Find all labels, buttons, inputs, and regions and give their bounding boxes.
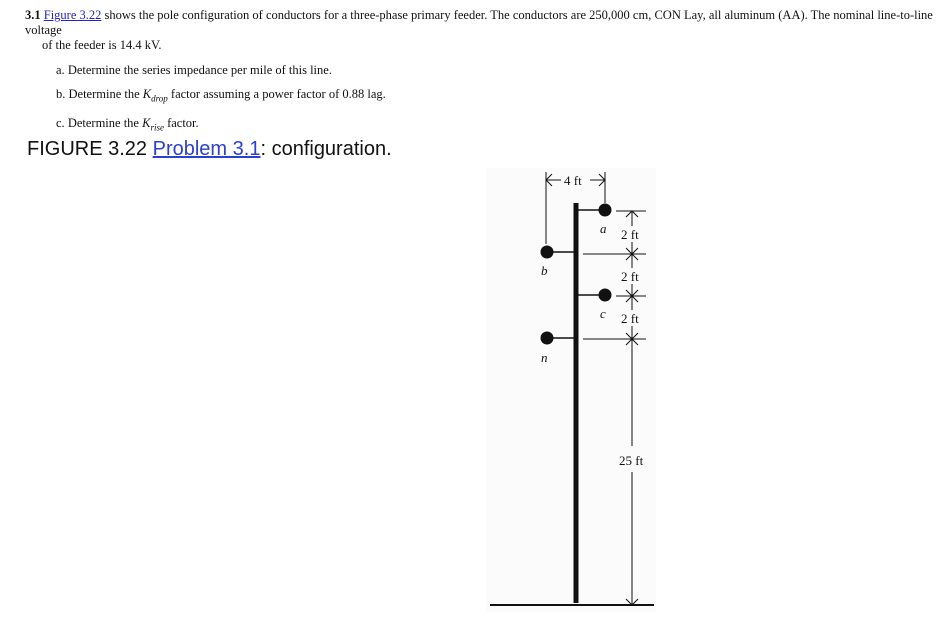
k-subscript: rise (150, 122, 164, 132)
caption-rest: : configuration. (260, 138, 392, 160)
neutral-conductor (541, 332, 554, 345)
k-symbol: K (142, 115, 151, 130)
k-symbol: K (142, 87, 152, 101)
figure-caption (27, 138, 392, 161)
figure-link[interactable]: Figure 3.22 (43, 8, 102, 22)
part-c (56, 115, 943, 136)
dim-25ft-label: 25 ft (619, 453, 644, 468)
caption-label: FIGURE 3.22 (27, 138, 148, 160)
part-text: factor. (167, 115, 199, 130)
pole (574, 203, 579, 603)
dim-2ft-label-2: 2 ft (621, 269, 639, 284)
part-text: Determine the (67, 115, 139, 130)
phase-c-label: c (600, 306, 606, 321)
part-prefix: a. (56, 63, 65, 77)
part-text: factor assuming a power factor of 0.88 lag. (170, 87, 386, 101)
dim-4ft-label: 4 ft (564, 173, 582, 188)
dim-2ft-label-3: 2 ft (621, 311, 639, 326)
k-subscript: drop (151, 93, 168, 104)
dim-2ft-label-1: 2 ft (621, 227, 639, 242)
part-a (56, 62, 943, 78)
problem-3-1 (25, 8, 943, 143)
part-prefix: b. (56, 87, 66, 101)
part-text: Determine the series impedance per mile of this line. (67, 63, 332, 77)
conductor-b (541, 246, 554, 259)
problem-link[interactable]: Problem 3.1 (152, 138, 261, 160)
phase-a-label: a (600, 221, 607, 236)
neutral-label: n (541, 350, 548, 365)
conductor-a (599, 204, 612, 217)
problem-text: shows the pole configuration of conductors for a three-phase primary feeder. The conductors are 250,000 cm, CON Lay, all aluminum (AA). The nominal line-to-line voltage (25, 8, 933, 37)
part-b (56, 86, 943, 107)
phase-b-label: b (541, 263, 548, 278)
problem-number: 3.1 (25, 8, 41, 22)
part-prefix: c. (56, 115, 65, 130)
problem-parts (25, 62, 943, 135)
conductor-c (599, 289, 612, 302)
problem-statement (25, 8, 943, 38)
part-text: Determine the (68, 87, 140, 101)
pole-configuration-figure (486, 168, 656, 612)
pole-diagram (486, 168, 656, 612)
problem-text-continued: of the feeder is 14.4 kV. (42, 38, 162, 52)
